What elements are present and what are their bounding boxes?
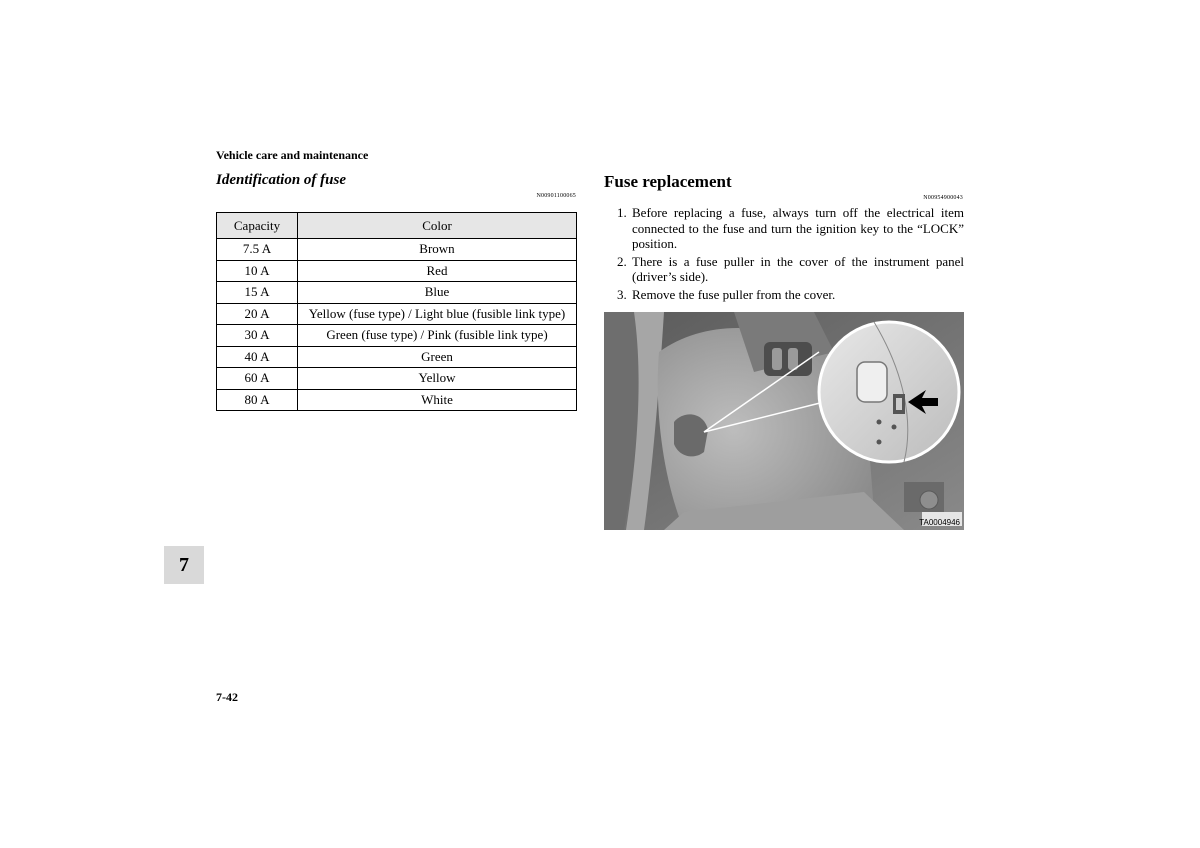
step-item <box>604 254 964 285</box>
capacity-cell: 30 A <box>217 325 298 347</box>
fuse-replacement-title: Fuse replacement <box>604 172 732 191</box>
color-cell: White <box>298 389 577 411</box>
step-text: Remove the fuse puller from the cover. <box>632 286 836 302</box>
fuse-color-table <box>216 212 577 411</box>
color-column-header: Color <box>298 213 577 239</box>
step-text: There is a fuse puller in the cover of the instrument panel (driver’s side). <box>632 253 964 284</box>
figure-reference-code: TA0004946 <box>919 518 960 527</box>
table-row <box>217 260 577 282</box>
color-cell: Yellow (fuse type) / Light blue (fusible link type) <box>298 303 577 325</box>
color-cell: Green <box>298 346 577 368</box>
table-header-row <box>217 213 577 239</box>
table-row <box>217 389 577 411</box>
table-row <box>217 368 577 390</box>
step-item <box>604 205 964 252</box>
capacity-cell: 15 A <box>217 282 298 304</box>
table-row <box>217 239 577 261</box>
table-row <box>217 282 577 304</box>
color-cell: Green (fuse type) / Pink (fusible link type) <box>298 325 577 347</box>
capacity-cell: 40 A <box>217 346 298 368</box>
fuse-identification-title: Identification of fuse <box>216 172 346 188</box>
dashboard-drawing <box>604 312 964 530</box>
page-number: 7-42 <box>216 690 238 704</box>
table-row <box>217 325 577 347</box>
step-text: Before replacing a fuse, always turn off the electrical item connected to the fuse and turn the ignition key to the “LOCK” position. <box>632 205 964 251</box>
fuse-puller-illustration <box>604 312 964 530</box>
replacement-steps <box>604 205 964 304</box>
color-cell: Brown <box>298 239 577 261</box>
right-reference-code: N00954900043 <box>923 195 963 201</box>
color-cell: Blue <box>298 282 577 304</box>
chapter-tab: 7 <box>164 546 204 584</box>
capacity-column-header: Capacity <box>217 213 298 239</box>
step-item <box>604 287 964 303</box>
color-cell: Red <box>298 260 577 282</box>
table-row <box>217 346 577 368</box>
capacity-cell: 7.5 A <box>217 239 298 261</box>
step-number: 3. <box>617 286 627 302</box>
step-number: 1. <box>617 205 627 220</box>
capacity-cell: 10 A <box>217 260 298 282</box>
capacity-cell: 60 A <box>217 368 298 390</box>
capacity-cell: 20 A <box>217 303 298 325</box>
left-reference-code: N00901100065 <box>536 193 576 199</box>
section-header: Vehicle care and maintenance <box>216 148 369 162</box>
table-row <box>217 303 577 325</box>
capacity-cell: 80 A <box>217 389 298 411</box>
step-number: 2. <box>617 253 627 269</box>
color-cell: Yellow <box>298 368 577 390</box>
